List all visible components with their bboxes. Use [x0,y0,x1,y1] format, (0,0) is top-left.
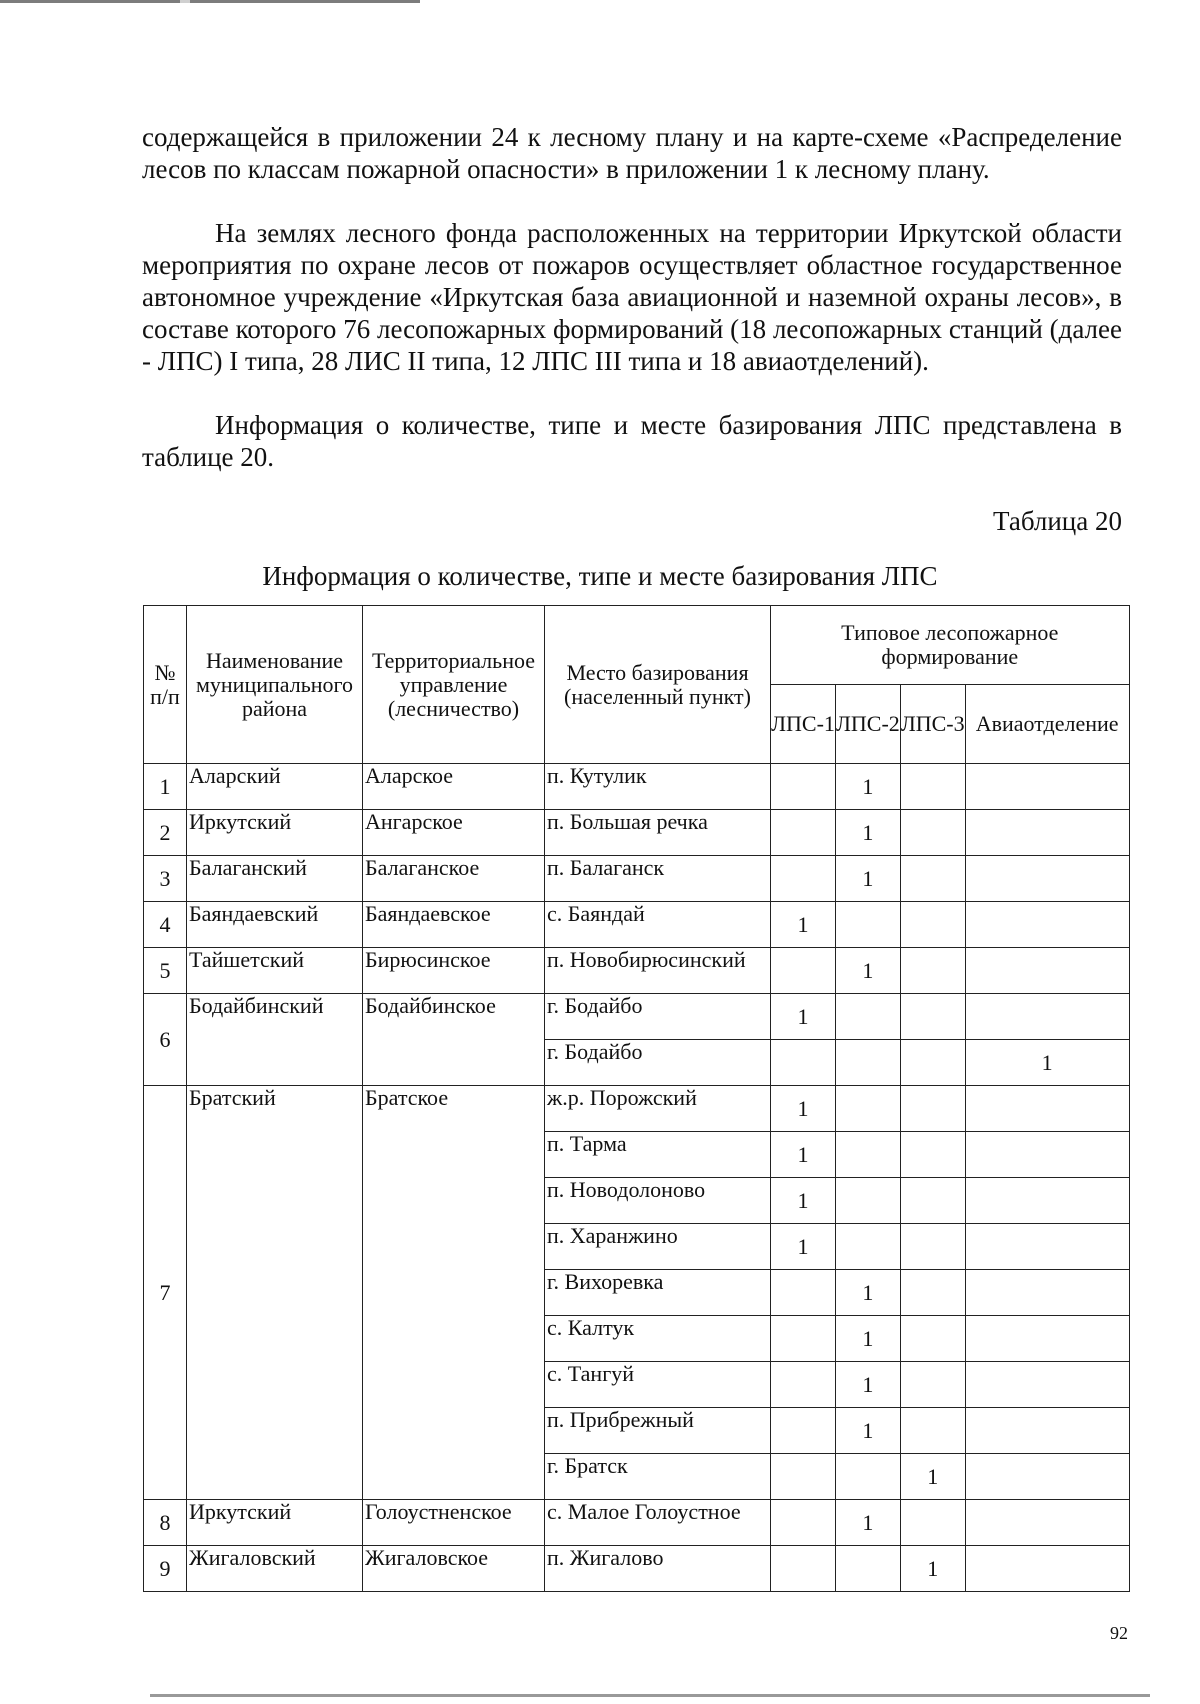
cell-lps3 [900,1086,965,1132]
paragraph-1: содержащейся в приложении 24 к лесному плану и на карте-схеме «Распределение лесов по классам пожарной опасности» в приложении 1 к лесному плану. [142,122,1122,184]
cell-avia [965,1224,1129,1270]
cell-avia [965,1132,1129,1178]
header-lps2: ЛПС-2 [836,685,901,764]
cell-lps2: 1 [836,810,901,856]
cell-place: п. Тарма [545,1132,771,1178]
cell-avia [965,994,1129,1040]
cell-district: Балаганский [187,856,363,902]
cell-place: с. Баяндай [545,902,771,948]
table-row [144,1500,1130,1546]
cell-lps2: 1 [836,764,901,810]
table-row [144,994,1130,1040]
cell-avia [965,1546,1129,1592]
cell-lps2: 1 [836,856,901,902]
cell-lps3 [900,764,965,810]
cell-territory: Бодайбинское [363,994,545,1086]
cell-num: 5 [144,948,187,994]
cell-district: Жигаловский [187,1546,363,1592]
cell-num: 6 [144,994,187,1086]
cell-avia [965,948,1129,994]
cell-lps3 [900,1224,965,1270]
cell-lps1 [771,1408,836,1454]
cell-lps1 [771,1270,836,1316]
cell-lps2 [836,1178,901,1224]
cell-place: с. Малое Голоустное [545,1500,771,1546]
cell-lps1: 1 [771,1178,836,1224]
cell-num: 4 [144,902,187,948]
cell-lps3 [900,856,965,902]
cell-avia [965,1270,1129,1316]
cell-lps3 [900,810,965,856]
cell-lps1 [771,1500,836,1546]
cell-lps3 [900,1132,965,1178]
scan-edge-bottom [150,1694,1150,1697]
cell-district: Бодайбинский [187,994,363,1086]
cell-place: г. Вихоревка [545,1270,771,1316]
cell-avia [965,902,1129,948]
table-row [144,948,1130,994]
cell-lps3 [900,1408,965,1454]
cell-lps2: 1 [836,1500,901,1546]
cell-territory: Ангарское [363,810,545,856]
cell-avia [965,764,1129,810]
cell-avia [965,1362,1129,1408]
cell-territory: Балаганское [363,856,545,902]
cell-lps3 [900,1040,965,1086]
cell-lps2: 1 [836,948,901,994]
cell-lps2: 1 [836,1270,901,1316]
cell-place: г. Бодайбо [545,1040,771,1086]
cell-lps1 [771,1454,836,1500]
cell-avia [965,1500,1129,1546]
table-row [144,856,1130,902]
cell-place: с. Калтук [545,1316,771,1362]
cell-place: с. Тангуй [545,1362,771,1408]
cell-place: п. Большая речка [545,810,771,856]
cell-avia [965,1178,1129,1224]
cell-place: п. Жигалово [545,1546,771,1592]
cell-district: Аларский [187,764,363,810]
page-number: 92 [1110,1623,1128,1643]
cell-lps3 [900,1270,965,1316]
header-formation-group: Типовое лесопожарное формирование [771,606,1130,685]
header-lps3: ЛПС-3 [900,685,965,764]
cell-avia [965,1408,1129,1454]
cell-num: 1 [144,764,187,810]
cell-territory: Бирюсинское [363,948,545,994]
cell-lps3 [900,948,965,994]
cell-num: 7 [144,1086,187,1500]
cell-num: 8 [144,1500,187,1546]
header-lps1: ЛПС-1 [771,685,836,764]
cell-avia: 1 [965,1040,1129,1086]
cell-district: Иркутский [187,1500,363,1546]
cell-place: п. Кутулик [545,764,771,810]
cell-lps2 [836,1132,901,1178]
cell-lps1: 1 [771,1224,836,1270]
cell-lps3 [900,1178,965,1224]
cell-lps1: 1 [771,994,836,1040]
paragraph-3: Информация о количестве, типе и месте базирования ЛПС представлена в таблице 20. [142,410,1122,472]
cell-avia [965,810,1129,856]
lps-table [143,605,1130,1592]
cell-district: Тайшетский [187,948,363,994]
cell-territory: Аларское [363,764,545,810]
cell-avia [965,1454,1129,1500]
cell-lps1: 1 [771,902,836,948]
cell-lps2 [836,1224,901,1270]
cell-lps2: 1 [836,1362,901,1408]
cell-num: 3 [144,856,187,902]
cell-lps3: 1 [900,1546,965,1592]
cell-territory: Голоустненское [363,1500,545,1546]
cell-place: ж.р. Порожский [545,1086,771,1132]
cell-lps2 [836,1546,901,1592]
table-row [144,1086,1130,1132]
cell-place: п. Прибрежный [545,1408,771,1454]
table-row [144,902,1130,948]
cell-territory: Жигаловское [363,1546,545,1592]
table-row [144,1546,1130,1592]
cell-num: 9 [144,1546,187,1592]
header-place: Место базирования (населенный пункт) [545,606,771,764]
cell-lps1 [771,764,836,810]
cell-avia [965,1316,1129,1362]
cell-lps2: 1 [836,1316,901,1362]
cell-territory: Баяндаевское [363,902,545,948]
cell-lps1 [771,856,836,902]
header-avia: Авиаотделение [965,685,1129,764]
cell-lps1 [771,1362,836,1408]
header-num: № п/п [144,606,187,764]
cell-lps3 [900,902,965,948]
cell-lps2: 1 [836,1408,901,1454]
lps-table-body [144,764,1130,1592]
cell-lps3 [900,1316,965,1362]
cell-lps1: 1 [771,1086,836,1132]
paragraph-2: На землях лесного фонда расположенных на территории Иркутской области мероприятия по охране лесов от пожаров осуществляет областное государственное автономное учреждение «Иркутская база авиационной и наземной охраны лесов», в составе которого 76 лесопожарных формирований (18 лесопожарных станций (далее - ЛПС) I типа, 28 ЛИС II типа, 12 ЛПС III типа и 18 авиаотделений). [142,218,1122,376]
header-district: Наименование муниципального района [187,606,363,764]
cell-lps1 [771,810,836,856]
cell-place: п. Новобирюсинский [545,948,771,994]
cell-lps3 [900,1500,965,1546]
cell-place: п. Балаганск [545,856,771,902]
cell-lps3 [900,1362,965,1408]
cell-lps1 [771,1546,836,1592]
cell-lps1: 1 [771,1132,836,1178]
cell-place: п. Харанжино [545,1224,771,1270]
cell-place: г. Братск [545,1454,771,1500]
cell-place: г. Бодайбо [545,994,771,1040]
cell-num: 2 [144,810,187,856]
cell-lps3 [900,994,965,1040]
scan-edge-top [0,0,1200,3]
cell-avia [965,1086,1129,1132]
cell-avia [965,856,1129,902]
cell-territory: Братское [363,1086,545,1500]
cell-lps2 [836,1454,901,1500]
table-title: Информация о количестве, типе и месте базирования ЛПС [262,561,938,591]
table-row [144,764,1130,810]
cell-lps2 [836,1040,901,1086]
cell-lps1 [771,1316,836,1362]
cell-place: п. Новодолоново [545,1178,771,1224]
cell-lps3: 1 [900,1454,965,1500]
cell-district: Баяндаевский [187,902,363,948]
cell-lps1 [771,948,836,994]
cell-lps2 [836,994,901,1040]
table-row [144,810,1130,856]
header-territory: Территориальное управление (лесничество) [363,606,545,764]
cell-lps2 [836,1086,901,1132]
cell-lps2 [836,902,901,948]
cell-district: Братский [187,1086,363,1500]
table-label: Таблица 20 [993,506,1122,536]
cell-lps1 [771,1040,836,1086]
cell-district: Иркутский [187,810,363,856]
